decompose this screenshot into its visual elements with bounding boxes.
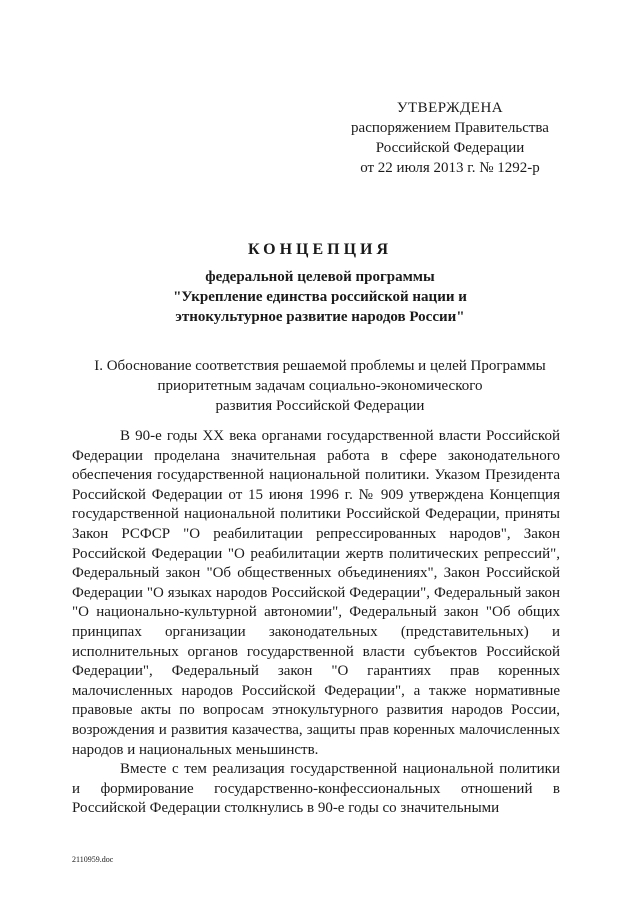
document-subtitle-line-2: "Укрепление единства российской нации и xyxy=(173,289,467,305)
body-paragraph-2: Вместе с тем реализация государственной национальной политики и формирование государственно-конфессиональных отношений в Российской Федерации столкнулись в 90-е годы со значительными xyxy=(72,761,560,817)
approval-line-1: распоряжением Правительства xyxy=(351,120,549,136)
section-heading-line-1: I. Обоснование соответствия решаемой проблемы и целей Программы xyxy=(94,358,546,374)
section-heading xyxy=(60,356,580,416)
document-title: КОНЦЕПЦИЯ xyxy=(247,241,393,258)
approval-line-2: Российской Федерации xyxy=(375,140,525,156)
section-heading-line-2: приоритетным задачам социально-экономического xyxy=(157,378,483,394)
document-body xyxy=(72,427,560,819)
section-heading-line-3: развития Российской Федерации xyxy=(215,398,425,414)
footer-filename: 2110959.doc xyxy=(72,855,114,864)
document-subtitle-line-1: федеральной целевой программы xyxy=(205,269,435,285)
approval-stamp xyxy=(340,98,560,178)
document-subtitle-line-3: этнокультурное развитие народов России" xyxy=(175,309,465,325)
approval-heading: УТВЕРЖДЕНА xyxy=(396,100,504,116)
body-paragraph-1: В 90-е годы XX века органами государственной власти Российской Федерации проделана значительная работа в сфере законодательного обеспечения государственной национальной политики. Указом Президента Российской Федерации от 15 июня 1996 г. № 909 утверждена Концепция государственной национальной политики Российской Федерации, приняты Закон РСФСР "О реабилитации репрессированных народов", Закон Российской Федерации "О реабилитации жертв политических репрессий", Федеральный закон "Об общественных объединениях", Закон Российской Федерации "О языках народов Российской Федерации", Федеральный закон "О национально-культурной автономии", Федеральный закон "Об общих принципах организации законодательных (представительных) и исполнительных органов государственной власти субъектов Российской Федерации", Федеральный закон "О гарантиях прав коренных малочисленных народов Российской Федерации", а также нормативные правовые акты по вопросам этнокультурного развития народов России, возрождения и развития казачества, защиты прав коренных малочисленных народов и национальных меньшинств. xyxy=(72,428,560,758)
approval-line-3: от 22 июля 2013 г. № 1292-р xyxy=(360,160,540,176)
document-title-block xyxy=(60,240,580,327)
